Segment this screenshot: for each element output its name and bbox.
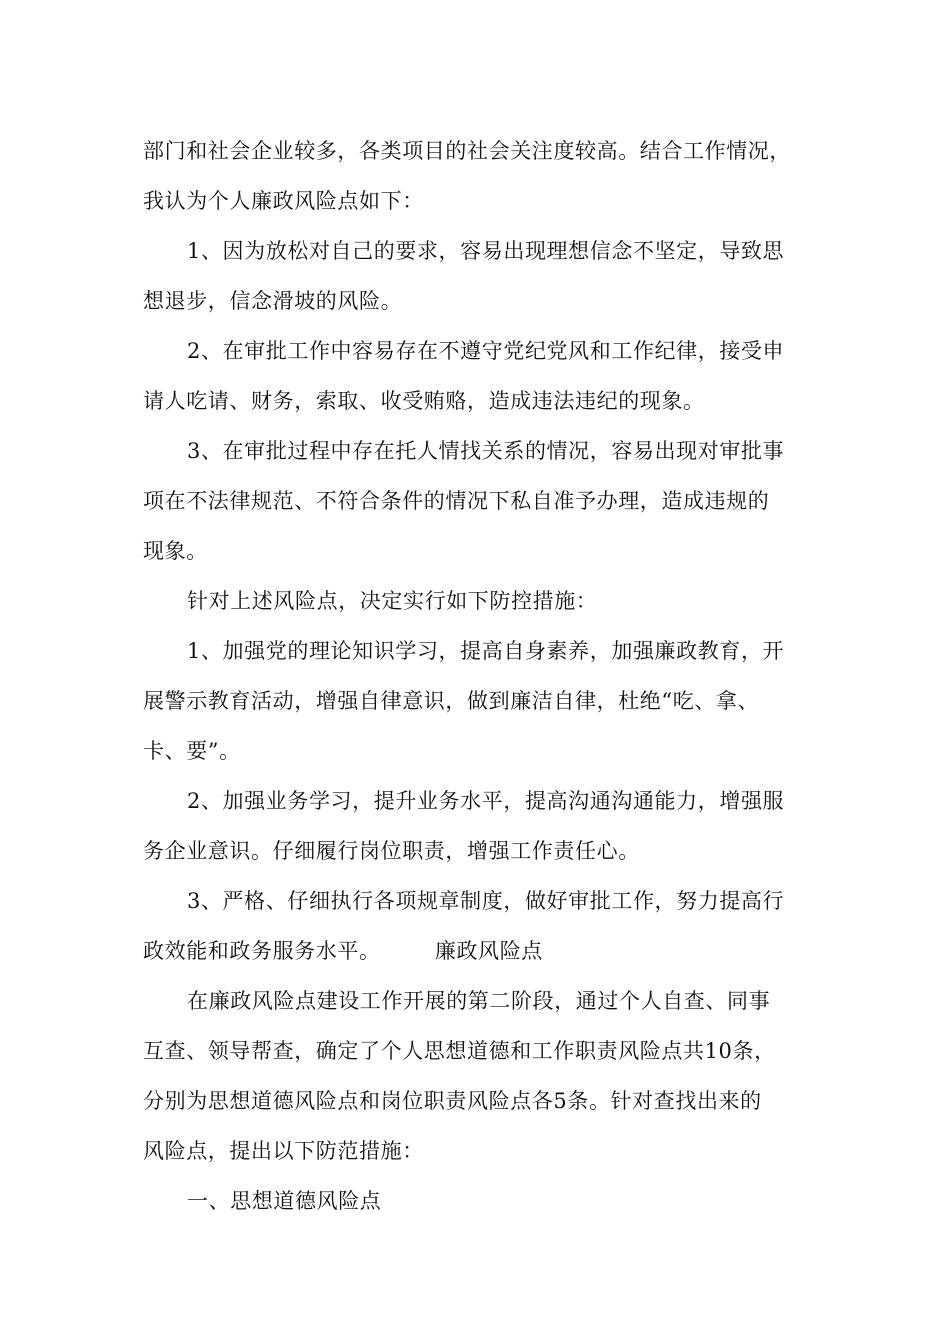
text-line: 务企业意识。仔细履行岗位职责，增强工作责任心。 (143, 839, 640, 863)
text-line: 请人吃请、财务，索取、收受贿赂，造成违法违纪的现象。 (143, 389, 705, 413)
text-line: 针对上述风险点，决定实行如下防控措施： (187, 589, 598, 613)
text-line: 展警示教育活动，增强自律意识，做到廉洁自律，杜绝“吃、拿、 (143, 689, 760, 713)
text-line: 分别为思想道德风险点和岗位职责风险点各5条。针对查找出来的 (143, 1089, 762, 1113)
text-line: 我认为个人廉政风险点如下： (143, 189, 424, 213)
text-line: 1、加强党的理论知识学习，提高自身素养，加强廉政教育，开 (187, 639, 785, 663)
text-line: 1、因为放松对自己的要求，容易出现理想信念不坚定，导致思 (187, 239, 785, 263)
text-line: 2、加强业务学习，提升业务水平，提高沟通沟通能力，增强服 (187, 789, 785, 813)
text-line: 3、在审批过程中存在托人情找关系的情况，容易出现对审批事 (187, 439, 785, 463)
text-line: 3、严格、仔细执行各项规章制度，做好审批工作，努力提高行 (187, 889, 785, 913)
text-line: 项在不法律规范、不符合条件的情况下私自准予办理，造成违规的 (143, 489, 770, 513)
text-line: 风险点，提出以下防范措施： (143, 1139, 424, 1163)
text-line: 想退步，信念滑坡的风险。 (143, 289, 403, 313)
text-line: 卡、要”。 (143, 739, 241, 763)
section-heading: 一、思想道德风险点 (187, 1189, 382, 1213)
text-line: 现象。 (143, 539, 208, 563)
text-line: 互查、领导帮查，确定了个人思想道德和工作职责风险点共10条， (143, 1039, 776, 1063)
text-line: 2、在审批工作中容易存在不遵守党纪党风和工作纪律，接受申 (187, 339, 785, 363)
text-line: 部门和社会企业较多，各类项目的社会关注度较高。结合工作情况， (143, 139, 791, 163)
text-line: 政效能和政务服务水平。 廉政风险点 (143, 939, 543, 963)
text-line: 在廉政风险点建设工作开展的第二阶段，通过个人自查、同事 (187, 989, 771, 1013)
